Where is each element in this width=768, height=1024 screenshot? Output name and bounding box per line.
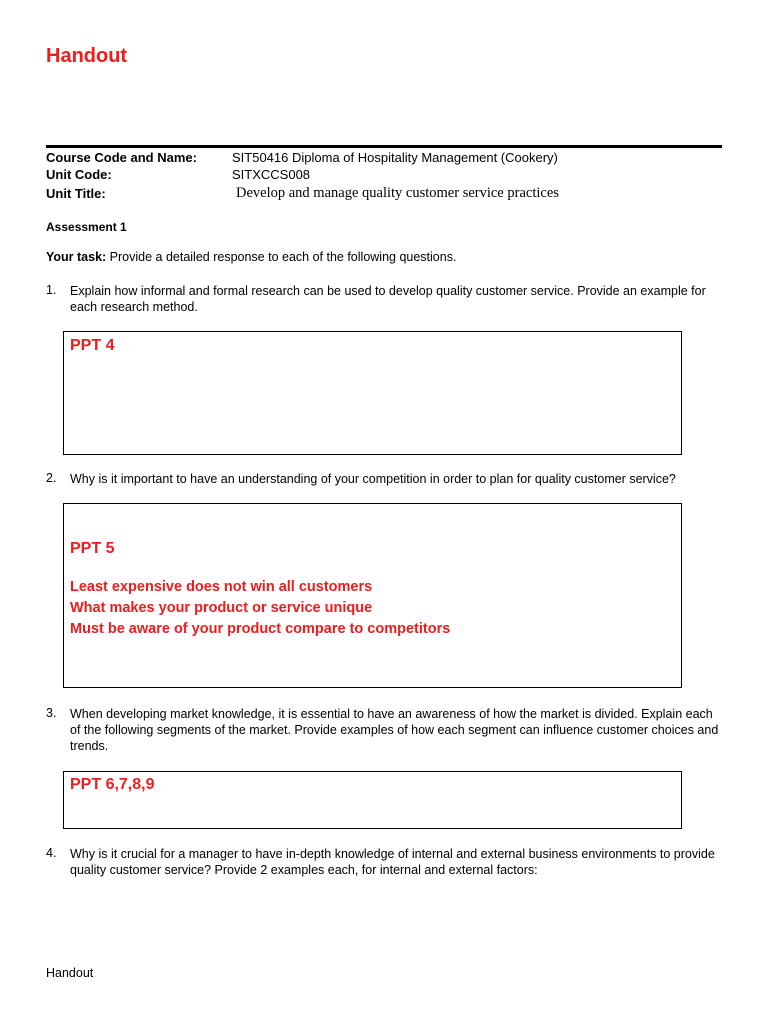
answer-line: PPT 4 (70, 337, 115, 354)
answer-box[interactable] (63, 331, 682, 455)
footer-text: Handout (46, 966, 94, 980)
question-text: Why is it important to have an understanding of your competition in order to plan for quality customer service? (70, 472, 676, 486)
answer-line: Least expensive does not win all customers (70, 579, 373, 595)
answer-box[interactable] (63, 503, 682, 688)
answer-box[interactable] (63, 771, 682, 829)
question-text: When developing market knowledge, it is essential to have an awareness of how the market is divided. Explain each of the following segments of the market. Provide examples of how each segment can influence customer choices and trends. (70, 707, 719, 753)
course-code-label: Course Code and Name: (46, 150, 197, 165)
unit-title-label: Unit Title: (46, 186, 106, 201)
task-label: Your task: (46, 250, 107, 264)
question-number: 3. (46, 706, 57, 720)
answer-line: Must be aware of your product compare to competitors (70, 621, 451, 637)
task-text: Provide a detailed response to each of the following questions. (106, 250, 457, 264)
question-text: Explain how informal and formal research can be used to develop quality customer service. Provide an example for each research method. (70, 284, 706, 314)
unit-title-value: Develop and manage quality customer service practices (236, 185, 559, 201)
course-code-value: SIT50416 Diploma of Hospitality Management (Cookery) (232, 150, 558, 165)
assessment-heading: Assessment 1 (46, 220, 127, 234)
answer-line: PPT 6,7,8,9 (70, 776, 155, 793)
answer-line: What makes your product or service unique (70, 600, 373, 616)
header-divider (46, 145, 722, 148)
page-title: Handout (46, 45, 128, 67)
question-number: 4. (46, 846, 57, 860)
unit-code-value: SITXCCS008 (232, 167, 311, 182)
question-number: 1. (46, 283, 57, 297)
unit-code-label: Unit Code: (46, 167, 112, 182)
task-instruction (46, 249, 456, 265)
question-number: 2. (46, 471, 57, 485)
answer-line: PPT 5 (70, 540, 115, 557)
question-text: Why is it crucial for a manager to have in-depth knowledge of internal and external business environments to provide quality customer service? Provide 2 examples each, for internal and external factors: (70, 847, 715, 877)
